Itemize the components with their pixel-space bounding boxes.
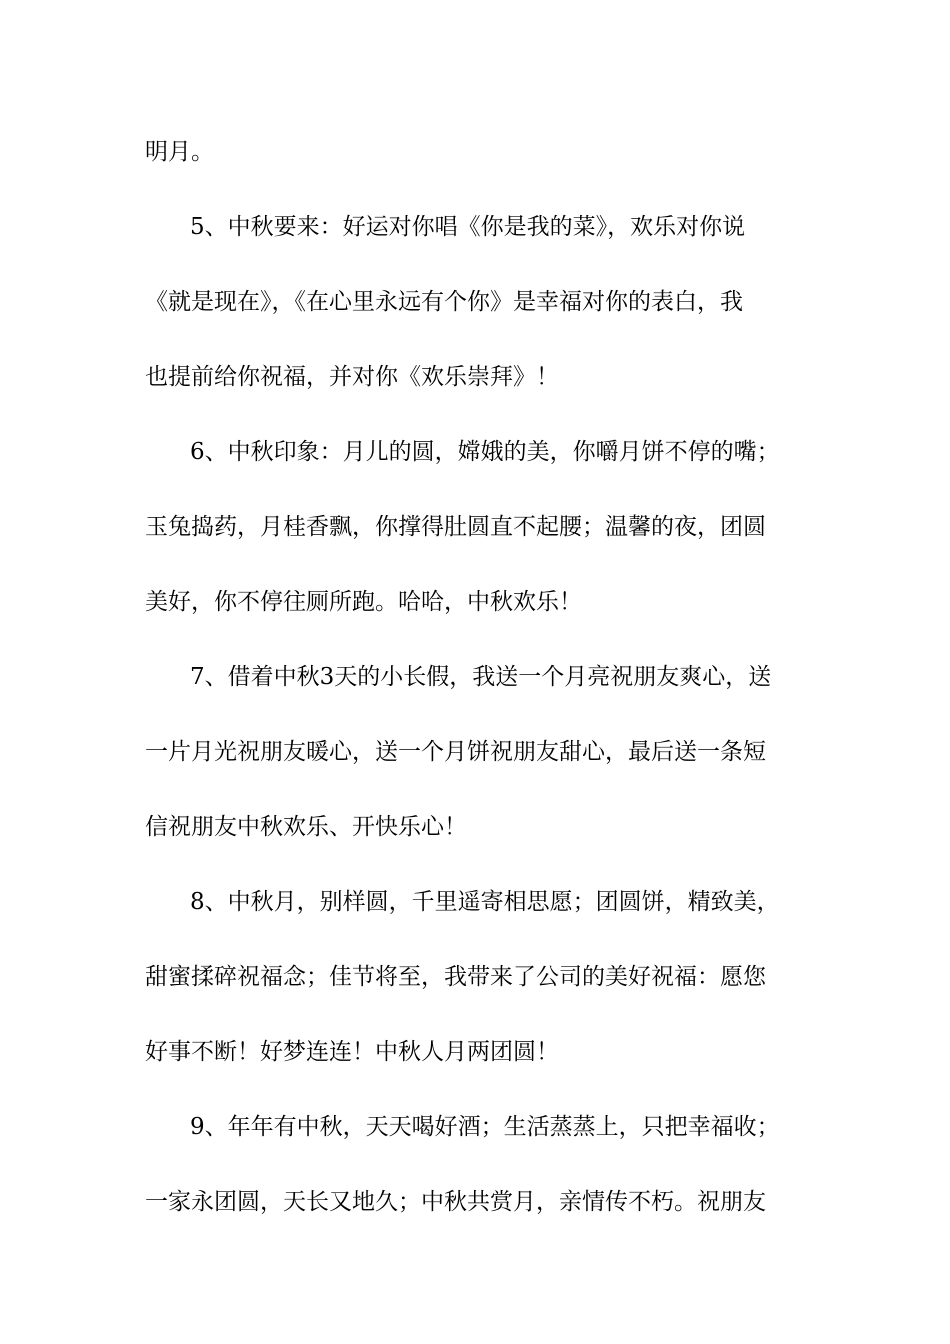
paragraph-start-line: 9、年年有中秋，天天喝好酒；生活蒸蒸上，只把幸福收； — [190, 1114, 780, 1140]
text-line: 一片月光祝朋友暖心，送一个月饼祝朋友甜心，最后送一条短 — [145, 739, 766, 765]
text-line: 一家永团圆，天长又地久；中秋共赏月，亲情传不朽。祝朋友 — [145, 1189, 766, 1215]
text-line: 《就是现在》，《在心里永远有个你》是幸福对你的表白，我 — [145, 289, 743, 315]
text-line: 好事不断！好梦连连！中秋人月两团圆！ — [145, 1039, 559, 1065]
text-line: 美好，你不停往厕所跑。哈哈，中秋欢乐！ — [145, 589, 582, 615]
paragraph-start-line: 8、中秋月，别样圆，千里遥寄相思愿；团圆饼，精致美， — [190, 889, 780, 915]
paragraph-start-line: 7、借着中秋3天的小长假，我送一个月亮祝朋友爽心，送 — [190, 664, 772, 690]
text-line: 甜蜜揉碎祝福念；佳节将至，我带来了公司的美好祝福：愿您 — [145, 964, 766, 990]
paragraph-start-line: 5、中秋要来：好运对你唱《你是我的菜》，欢乐对你说 — [190, 214, 746, 240]
paragraph-start-line: 6、中秋印象：月儿的圆，嫦娥的美，你嚼月饼不停的嘴； — [190, 439, 780, 465]
text-line: 明月。 — [145, 139, 214, 165]
text-line: 信祝朋友中秋欢乐、开快乐心！ — [145, 814, 467, 840]
text-line: 也提前给你祝福，并对你《欢乐崇拜》！ — [145, 364, 559, 390]
text-line: 玉兔捣药，月桂香飘，你撑得肚圆直不起腰；温馨的夜，团圆 — [145, 514, 766, 540]
